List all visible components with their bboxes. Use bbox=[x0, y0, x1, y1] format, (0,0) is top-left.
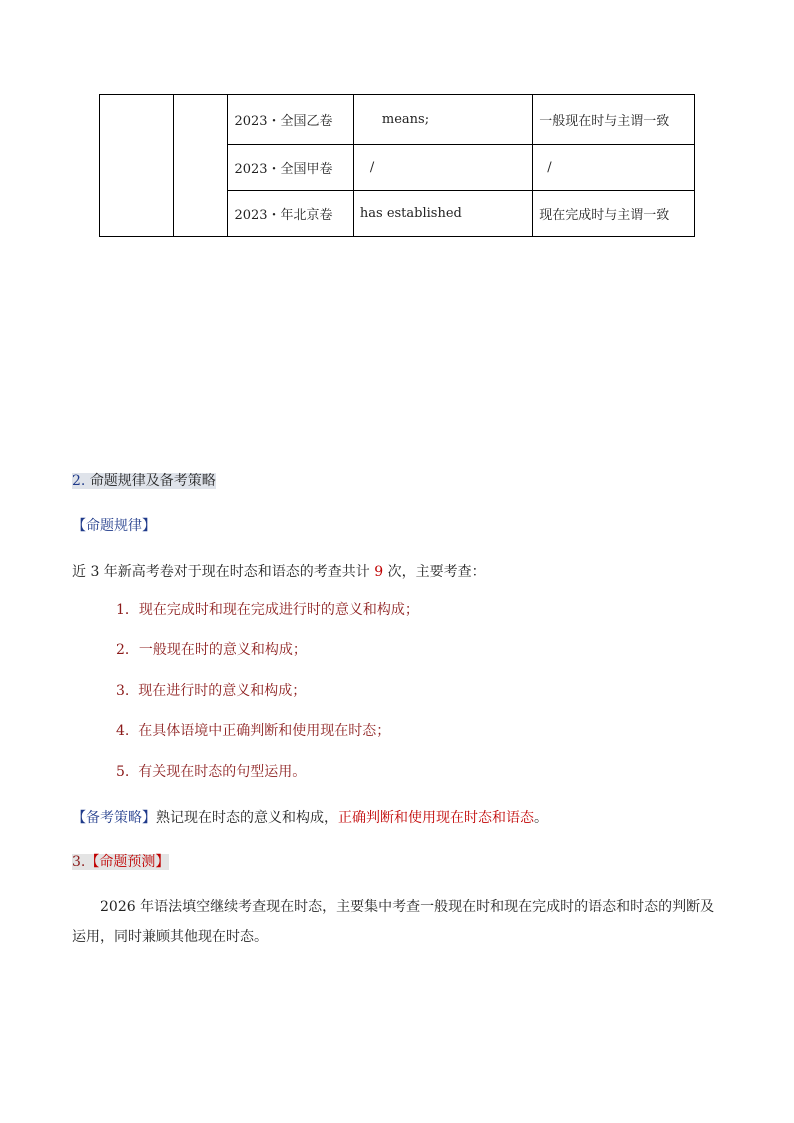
intro-count: 9 bbox=[374, 564, 384, 580]
list-item bbox=[116, 761, 306, 781]
intro-prefix: 近 3 年新高考卷对于现在时态和语态的考查共计 bbox=[72, 564, 370, 580]
strategy-text: 熟记现在时态的意义和构成， bbox=[156, 810, 338, 826]
intro-suffix: 次，主要考查： bbox=[387, 564, 486, 580]
table-cell-exam: 2023・全国甲卷 bbox=[228, 145, 353, 191]
section-3-heading bbox=[72, 851, 169, 871]
strategy-label: 【备考策略】 bbox=[72, 810, 156, 826]
strategy-end: 。 bbox=[534, 810, 548, 826]
section-number: 3. bbox=[72, 854, 86, 870]
table-row bbox=[100, 95, 695, 145]
table-cell-answer: means; bbox=[353, 95, 532, 145]
item-text: 有关现在时态的句型运用。 bbox=[138, 764, 307, 780]
item-text: 在具体语境中正确判断和使用现在时态； bbox=[138, 723, 391, 739]
section-2-heading bbox=[72, 470, 216, 490]
table-cell-answer: / bbox=[353, 145, 532, 191]
section-number: 2. bbox=[72, 473, 86, 489]
item-text: 一般现在时的意义和构成； bbox=[138, 642, 307, 658]
intro-paragraph bbox=[72, 561, 486, 581]
item-number: 4. bbox=[116, 723, 130, 739]
table-cell-blank bbox=[100, 95, 174, 237]
item-number: 3. bbox=[116, 683, 130, 699]
section-title: 命题规律及备考策略 bbox=[89, 473, 216, 489]
table-cell-point: 现在完成时与主谓一致 bbox=[533, 191, 695, 237]
table-cell-point: 一般现在时与主谓一致 bbox=[533, 95, 695, 145]
table-cell-exam: 2023・全国乙卷 bbox=[228, 95, 353, 145]
list-item bbox=[116, 720, 390, 740]
item-number: 1． bbox=[116, 602, 139, 618]
section-title: 【命题预测】 bbox=[85, 854, 170, 870]
item-text: 现在进行时的意义和构成； bbox=[138, 683, 307, 699]
exam-table bbox=[99, 94, 695, 237]
list-item bbox=[116, 680, 306, 700]
item-number: 2． bbox=[116, 642, 139, 658]
strategy-paragraph bbox=[72, 807, 548, 827]
item-text: 现在完成时和现在完成进行时的意义和构成； bbox=[138, 602, 419, 618]
list-item bbox=[116, 599, 419, 619]
table-cell-answer: has established bbox=[353, 191, 532, 237]
list-item bbox=[116, 639, 307, 659]
prediction-paragraph: 2026 年语法填空继续考查现在时态，主要集中考查一般现在时和现在完成时的语态和时态的判断及运用，同时兼顾其他现在时态。 bbox=[72, 899, 715, 945]
strategy-emphasis: 正确判断和使用现在时态和语态 bbox=[338, 810, 534, 826]
table-cell-blank bbox=[173, 95, 228, 237]
table-cell-exam: 2023・年北京卷 bbox=[228, 191, 353, 237]
item-number: 5. bbox=[116, 764, 130, 780]
rule-heading: 【命题规律】 bbox=[72, 518, 156, 534]
table-cell-point: / bbox=[533, 145, 695, 191]
